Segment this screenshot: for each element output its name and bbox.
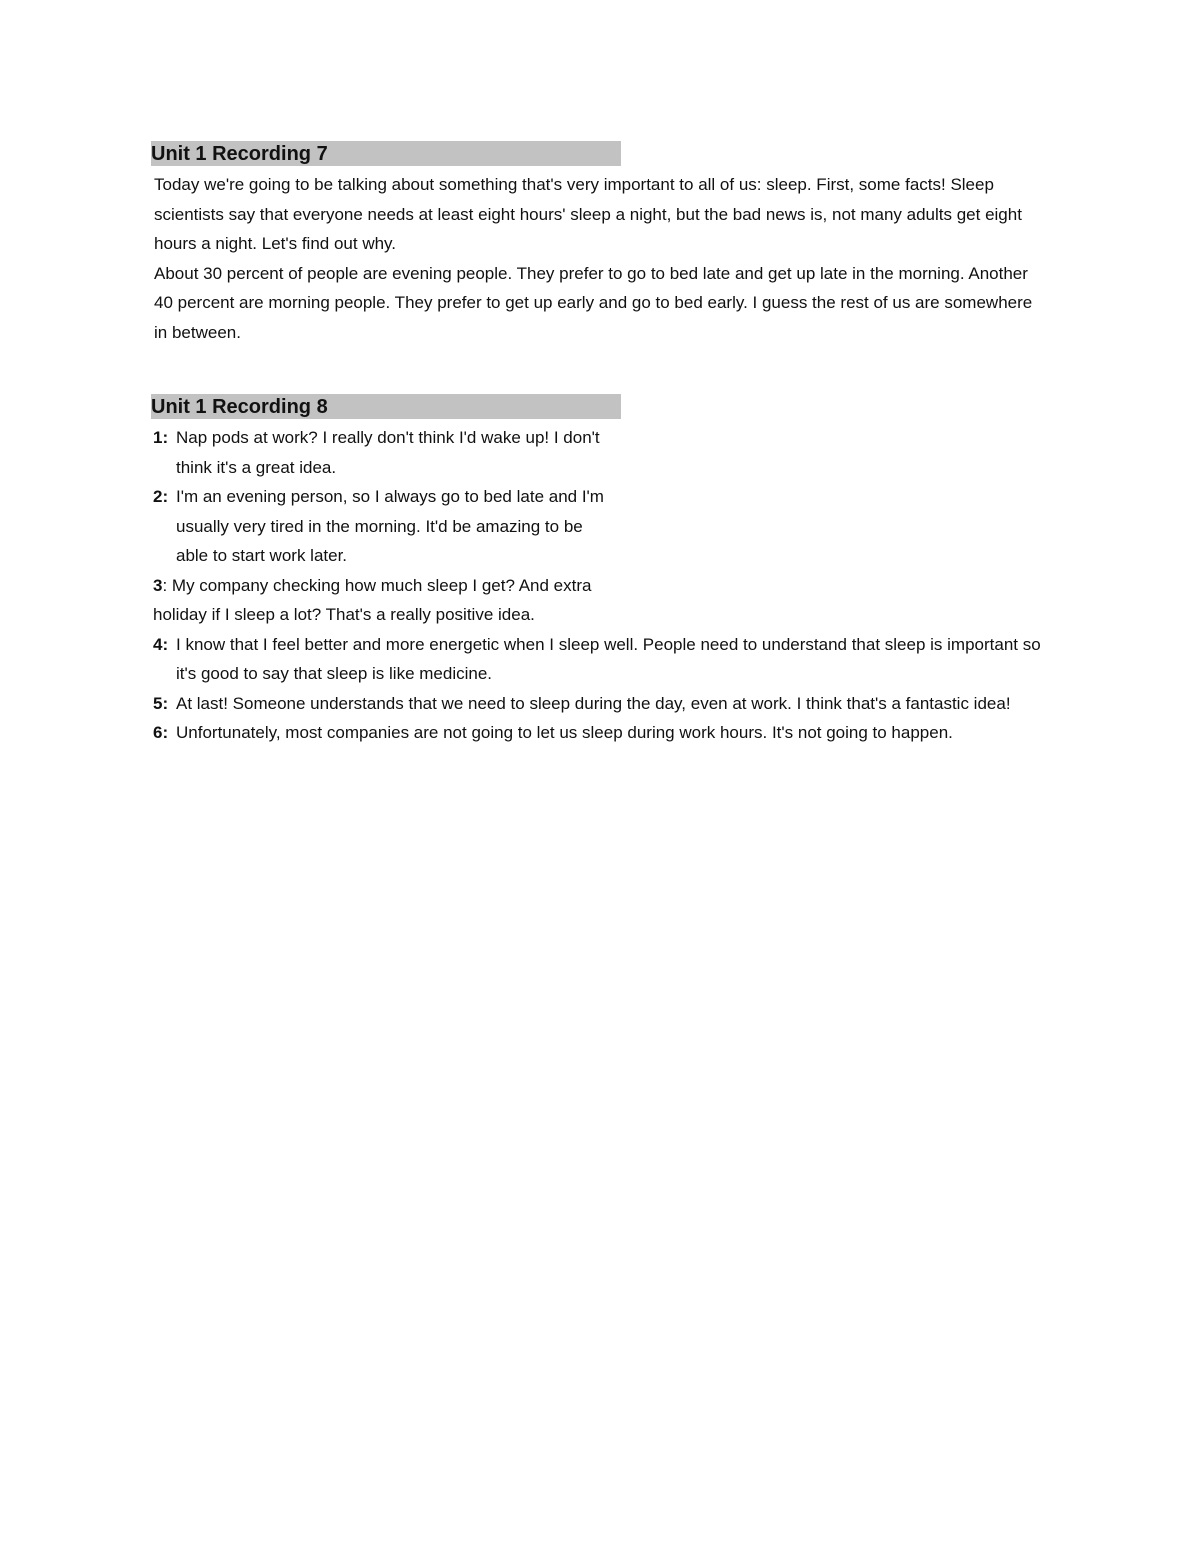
list-item <box>153 482 616 571</box>
item-number: 6: <box>153 723 169 742</box>
recording-8-heading: Unit 1 Recording 8 <box>151 394 621 419</box>
item-text: Nap pods at work? I really don't think I'd wake up! I don't think it's a great idea. <box>176 428 600 477</box>
recording-7-transcript <box>154 170 1044 347</box>
recording-7-paragraph: About 30 percent of people are evening people. They prefer to go to bed late and get up late in the morning. Another 40 percent are morning people. They prefer to get up early and go to bed early. I guess the rest of us are somewhere in between. <box>154 263 1033 342</box>
recording-8-section <box>151 394 1051 748</box>
item-number: 2: <box>153 487 169 506</box>
item-number: 1: <box>153 428 169 447</box>
item-text: : My company checking how much sleep I get? And extra holiday if I sleep a lot? That's a really positive idea. <box>153 575 592 624</box>
item-number: 3 <box>153 575 163 595</box>
item-text: Unfortunately, most companies are not going to let us sleep during work hours. It's not going to happen. <box>176 723 953 742</box>
recording-7-paragraph: Today we're going to be talking about something that's very important to all of us: sleep. First, some facts! Sleep scientists say that everyone needs at least eight hours' sleep a night, but the bad news is, not many adults get eight hours a night. Let's find out why. <box>154 175 1022 253</box>
recording-7-heading: Unit 1 Recording 7 <box>151 141 621 166</box>
item-number: 4: <box>153 634 169 654</box>
recording-7-section <box>151 141 1051 347</box>
list-item <box>153 689 1046 719</box>
item-text: I know that I feel better and more energetic when I sleep well. People need to understand that sleep is important so it's good to say that sleep is like medicine. <box>176 634 1041 683</box>
list-item <box>153 571 593 630</box>
item-text: At last! Someone understands that we need to sleep during the day, even at work. I think that's a fantastic idea! <box>176 693 1011 713</box>
list-item <box>153 718 1046 748</box>
recording-8-list <box>153 423 1051 748</box>
list-item <box>153 423 616 482</box>
list-item <box>153 630 1046 689</box>
item-text: I'm an evening person, so I always go to bed late and I'm usually very tired in the morning. It'd be amazing to be able to start work later. <box>176 487 604 565</box>
item-number: 5: <box>153 693 169 713</box>
